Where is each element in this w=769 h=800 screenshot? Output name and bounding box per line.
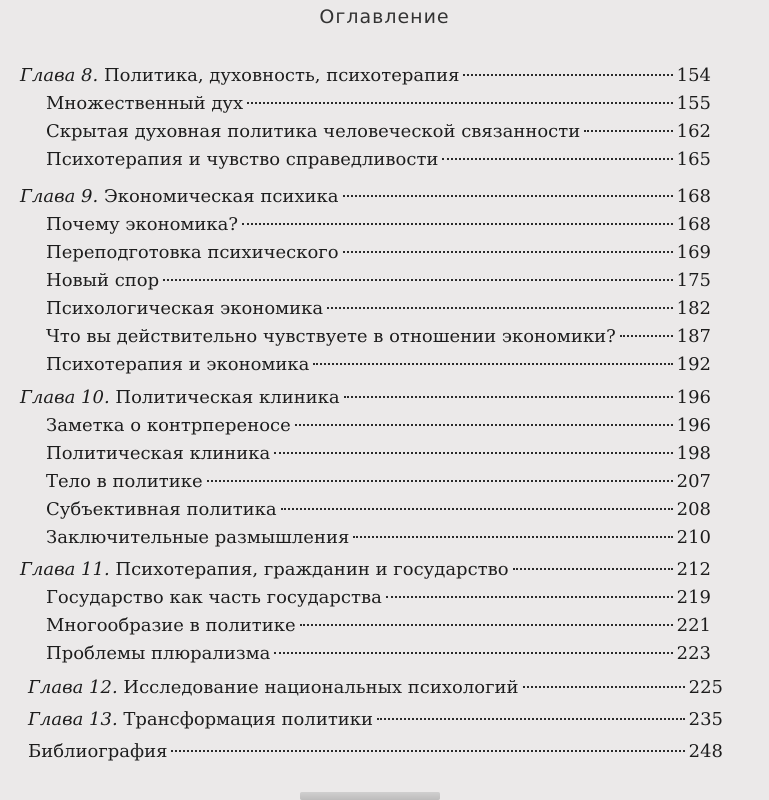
page-number: 154	[676, 65, 711, 86]
dot-leader	[300, 624, 673, 626]
dot-leader	[523, 686, 685, 688]
toc-entry-ch12[interactable]	[28, 676, 723, 700]
page-number: 196	[676, 415, 711, 436]
dot-leader	[377, 718, 685, 720]
page-title: Оглавление	[319, 6, 450, 28]
toc-entry-ch8[interactable]	[20, 64, 711, 88]
dot-leader	[274, 452, 672, 454]
page-number: 175	[676, 270, 711, 291]
toc-entry-title: Что вы действительно чувствуете в отношении экономики?	[46, 326, 616, 347]
page-number: 221	[676, 615, 711, 636]
dot-leader	[163, 279, 672, 281]
toc-entry[interactable]	[46, 498, 711, 522]
page-number: 196	[676, 387, 711, 408]
dot-leader	[344, 396, 673, 398]
page-number: 248	[688, 741, 723, 762]
page-number: 208	[676, 499, 711, 520]
page-number: 182	[676, 298, 711, 319]
dot-leader	[584, 130, 672, 132]
toc-entry-title: Проблемы плюрализма	[46, 643, 271, 664]
dot-leader	[207, 480, 673, 482]
page-number: 168	[676, 214, 711, 235]
toc-entry-title: Государство как часть государства	[46, 587, 382, 608]
page-number: 210	[676, 527, 711, 548]
toc-entry-title: Глава 10. Политическая клиника	[20, 387, 340, 408]
toc-entry-title: Новый спор	[46, 270, 160, 291]
toc-entry-title: Почему экономика?	[46, 214, 239, 235]
toc-entry-title: Психотерапия и экономика	[46, 354, 310, 375]
dot-leader	[171, 750, 684, 752]
toc-entry-title: Переподготовка психического	[46, 242, 339, 263]
dot-leader	[620, 335, 673, 337]
toc-entry-title: Многообразие в политике	[46, 615, 296, 636]
toc-entry-title: Субъективная политика	[46, 499, 277, 520]
toc-entry[interactable]	[46, 614, 711, 638]
dot-leader	[353, 536, 672, 538]
toc-entry[interactable]	[46, 414, 711, 438]
dot-leader	[513, 568, 673, 570]
toc-entry-title: Библиография	[28, 741, 168, 762]
page-number: 165	[676, 149, 711, 170]
toc-entry-title: Глава 11. Психотерапия, гражданин и государство	[20, 559, 509, 580]
toc-entry[interactable]	[46, 241, 711, 265]
toc-entry[interactable]	[46, 642, 711, 666]
toc-entry-ch9[interactable]	[20, 185, 711, 209]
dot-leader	[274, 652, 672, 654]
toc-entry-title: Глава 13. Трансформация политики	[28, 709, 374, 730]
toc-entry[interactable]	[46, 269, 711, 293]
toc-entry-ch13[interactable]	[28, 708, 723, 732]
page-number: 187	[676, 326, 711, 347]
dot-leader	[343, 251, 673, 253]
toc-entry[interactable]	[46, 92, 711, 116]
toc-entry[interactable]	[46, 213, 711, 237]
dot-leader	[242, 223, 673, 225]
page-number: 198	[676, 443, 711, 464]
toc-entry-title: Глава 9. Экономическая психика	[20, 186, 339, 207]
page-number: 207	[676, 471, 711, 492]
toc-entry[interactable]	[46, 526, 711, 550]
dot-leader	[386, 596, 673, 598]
dot-leader	[463, 74, 672, 76]
toc-entry[interactable]	[46, 297, 711, 321]
toc-entry-bibliography[interactable]	[28, 740, 723, 764]
toc-entry-title: Скрытая духовная политика человеческой связанности	[46, 121, 581, 142]
toc-entry[interactable]	[46, 586, 711, 610]
toc-entry[interactable]	[46, 325, 711, 349]
dot-leader	[281, 508, 673, 510]
dot-leader	[343, 195, 673, 197]
toc-entry-title: Заметка о контрпереносе	[46, 415, 291, 436]
toc-entry[interactable]	[46, 353, 711, 377]
toc-entry[interactable]	[46, 120, 711, 144]
page-number: 235	[688, 709, 723, 730]
dot-leader	[295, 424, 673, 426]
toc-entry-title: Заключительные размышления	[46, 527, 350, 548]
dot-leader	[247, 102, 672, 104]
toc-entry-title: Глава 12. Исследование национальных психологий	[28, 677, 519, 698]
toc-entry-ch10[interactable]	[20, 386, 711, 410]
toc-entry-title: Множественный дух	[46, 93, 244, 114]
toc-entry[interactable]	[46, 148, 711, 172]
dot-leader	[327, 307, 673, 309]
toc-entry-title: Политическая клиника	[46, 443, 271, 464]
page-number: 219	[676, 587, 711, 608]
toc-entry-ch11[interactable]	[20, 558, 711, 582]
page-number: 225	[688, 677, 723, 698]
dot-leader	[442, 158, 672, 160]
toc-entry-title: Психотерапия и чувство справедливости	[46, 149, 439, 170]
page-number: 169	[676, 242, 711, 263]
toc-entry[interactable]	[46, 470, 711, 494]
page-number: 162	[676, 121, 711, 142]
page-number: 192	[676, 354, 711, 375]
page-number: 212	[676, 559, 711, 580]
bottom-edge-mark	[300, 792, 440, 800]
page-number: 155	[676, 93, 711, 114]
toc-entry[interactable]	[46, 442, 711, 466]
dot-leader	[313, 363, 672, 365]
page-number: 168	[676, 186, 711, 207]
page-number: 223	[676, 643, 711, 664]
toc-entry-title: Психологическая экономика	[46, 298, 324, 319]
toc-entry-title: Тело в политике	[46, 471, 203, 492]
toc-entry-title: Глава 8. Политика, духовность, психотерапия	[20, 65, 460, 86]
